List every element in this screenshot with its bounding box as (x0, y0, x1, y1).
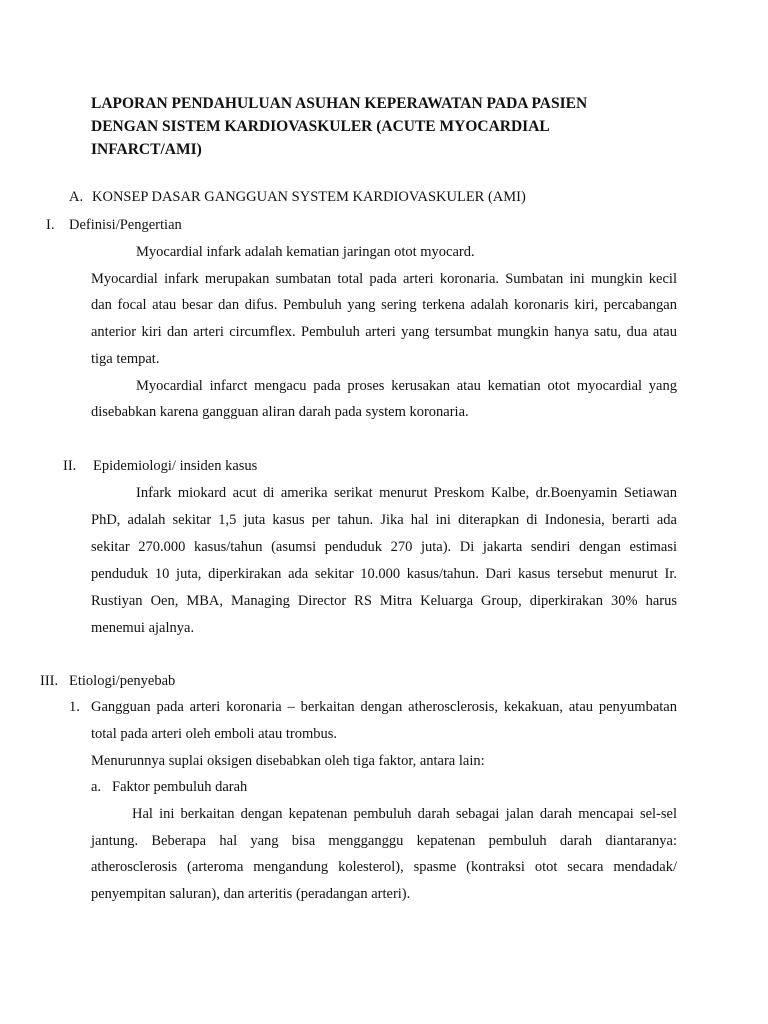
paragraph-line: menemui ajalnya. (91, 620, 195, 636)
paragraph-line: Gangguan pada arteri koronaria – berkaitan dengan atherosclerosis, kekakuan, atau penyumbatan (91, 699, 677, 715)
section-a-heading (69, 188, 526, 206)
section-heading-text: Definisi/Pengertian (69, 217, 182, 233)
title-line: LAPORAN PENDAHULUAN ASUHAN KEPERAWATAN PADA PASIEN (91, 95, 588, 112)
paragraph-line: total pada arteri oleh emboli atau trombus. (91, 726, 338, 742)
paragraph-line: Myocardial infarct mengacu pada proses kerusakan atau kematian otot myocardial yang (136, 378, 677, 394)
section-heading-text: Etiologi/penyebab (69, 673, 176, 689)
paragraph-line: sekitar 270.000 kasus/tahun (asumsi penduduk 270 juta). Di jakarta sendiri dengan estimasi (91, 539, 677, 555)
title-line: DENGAN SISTEM KARDIOVASKULER (ACUTE MYOCARDIAL (91, 118, 550, 135)
paragraph-line: disebabkan karena gangguan aliran darah pada system koronaria. (91, 404, 469, 420)
paragraph-line: atherosclerosis (arteroma mengandung kolesterol), spasme (kontraksi otot secara mendadak/ (91, 859, 677, 875)
sub-item-heading-text: Faktor pembuluh darah (112, 779, 248, 795)
document-title (91, 92, 681, 161)
paragraph-line: Myocardial infark merupakan sumbatan total pada arteri koronaria. Sumbatan ini mungkin kecil (91, 271, 677, 287)
paragraph-line: Infark miokard acut di amerika serikat menurut Preskom Kalbe, dr.Boenyamin Setiawan (136, 485, 677, 501)
paragraph-line: anterior kiri dan arteri circumflex. Pembuluh arteri yang tersumbat mungkin hanya satu, dua atau (91, 324, 677, 340)
paragraph-line: jantung. Beberapa hal yang bisa mengganggu kepatenan pembuluh darah diantaranya: (91, 833, 677, 849)
paragraph-line: tiga tempat. (91, 351, 160, 367)
section-marker: II. (63, 458, 77, 474)
paragraph-line: Rustiyan Oen, MBA, Managing Director RS Mitra Keluarga Group, diperkirakan 30% harus (91, 593, 677, 609)
section-marker: I. (46, 217, 55, 233)
paragraph-line: Menurunnya suplai oksigen disebabkan oleh tiga faktor, antara lain: (91, 753, 485, 769)
section-marker: III. (40, 673, 59, 689)
section-2-heading (63, 457, 257, 475)
paragraph-line: dan focal atau besar dan difus. Pembuluh yang sering terkena adalah koronaris kiri, percabangan (91, 297, 677, 313)
section-heading-text: KONSEP DASAR GANGGUAN SYSTEM KARDIOVASKULER (AMI) (92, 189, 526, 205)
section-marker: A. (69, 189, 84, 205)
paragraph-line: penduduk 10 juta, diperkirakan ada sekitar 10.000 kasus/tahun. Dari kasus tersebut menurut Ir. (91, 566, 677, 582)
paragraph-line: Hal ini berkaitan dengan kepatenan pembuluh darah sebagai jalan darah mencapai sel-sel (132, 806, 677, 822)
section-3-heading (40, 672, 175, 690)
sub-item-marker: a. (91, 779, 102, 795)
paragraph-line: penyempitan saluran), dan arteritis (peradangan arteri). (91, 886, 411, 902)
section-heading-text: Epidemiologi/ insiden kasus (93, 458, 258, 474)
section-1-heading (46, 216, 182, 234)
title-line: INFARCT/AMI) (91, 141, 202, 158)
paragraph-line: Myocardial infark adalah kematian jaringan otot myocard. (136, 244, 475, 260)
list-item-marker: 1. (69, 699, 80, 715)
paragraph-line: PhD, adalah sekitar 1,5 juta kasus per tahun. Jika hal ini diterapkan di Indonesia, berarti ada (91, 512, 677, 528)
sub-item-heading (91, 778, 247, 796)
